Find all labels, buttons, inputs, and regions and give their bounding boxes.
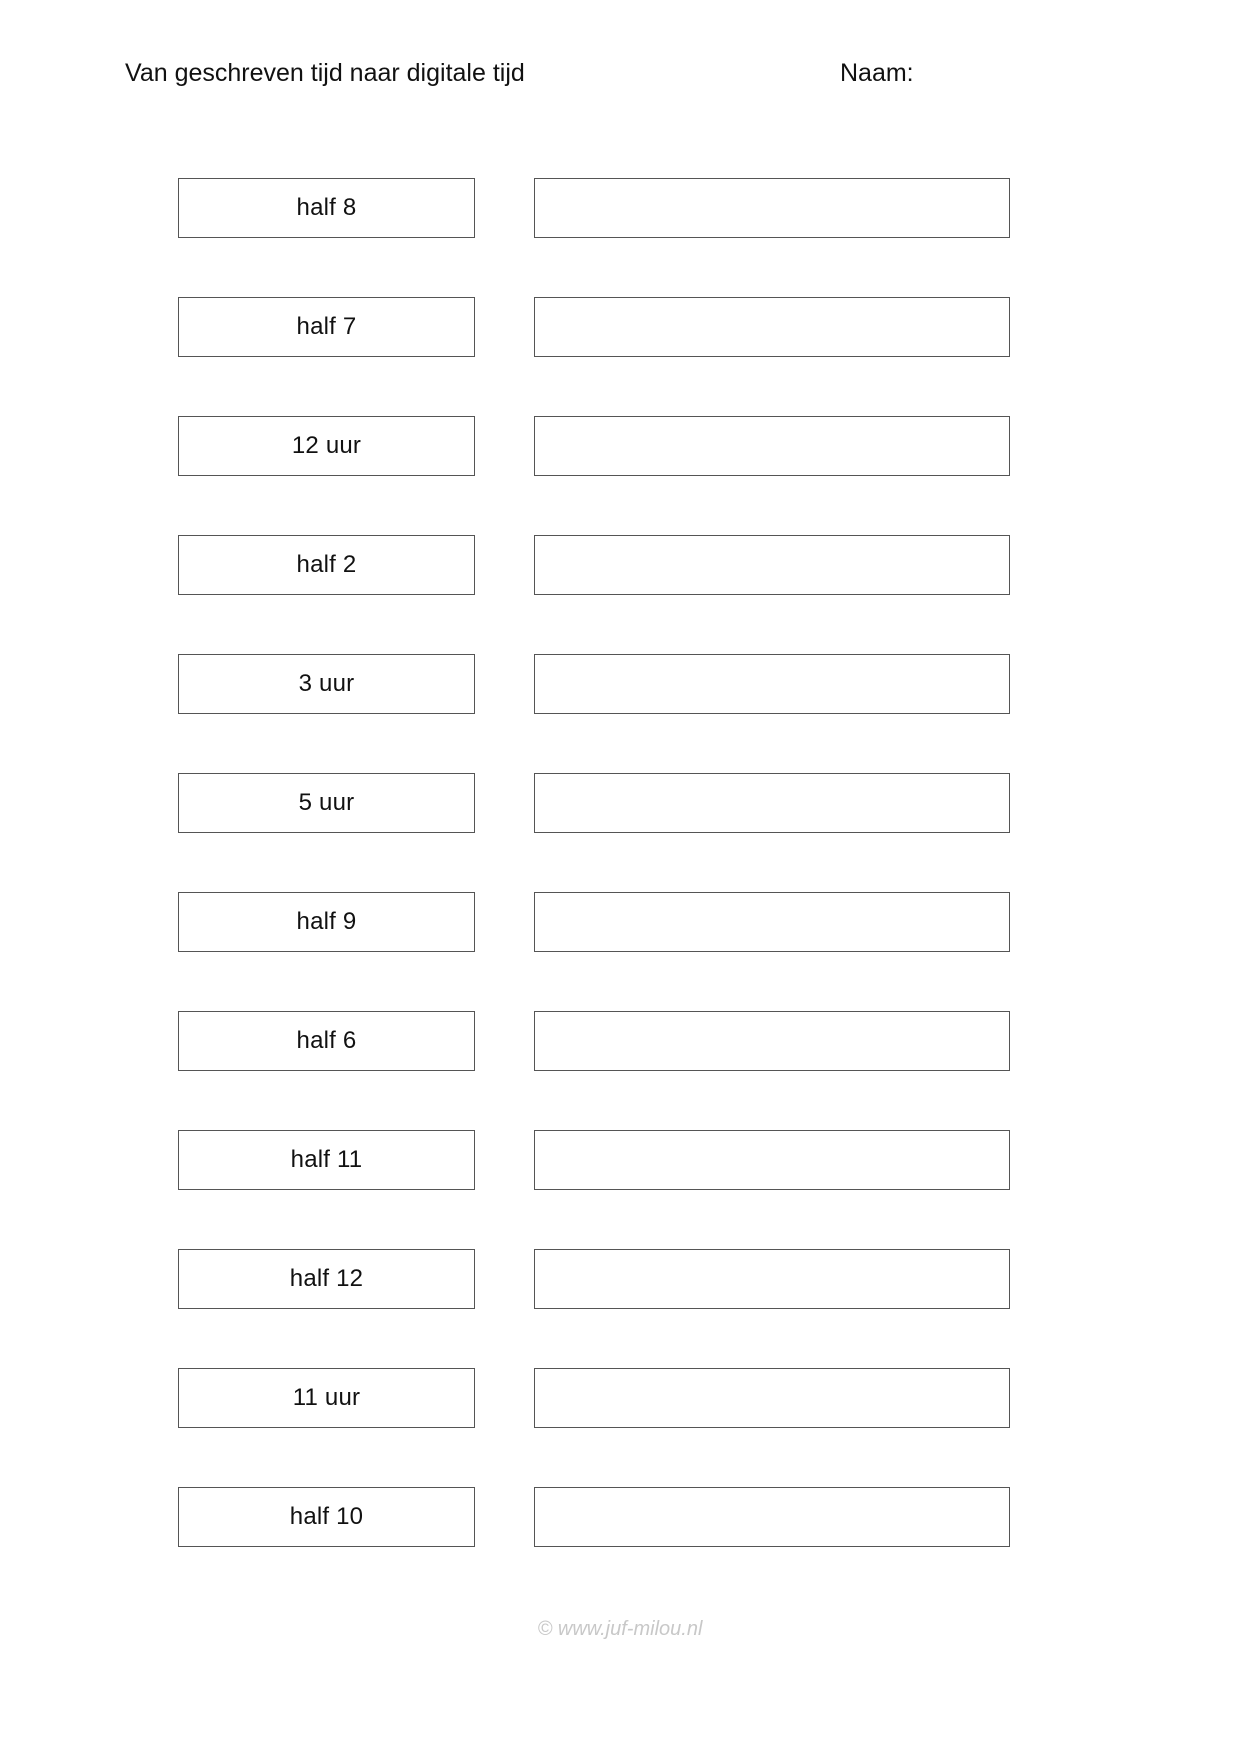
worksheet-title: Van geschreven tijd naar digitale tijd — [125, 59, 525, 87]
written-time-box: half 2 — [178, 535, 475, 595]
digital-time-input[interactable] — [534, 1249, 1010, 1309]
written-time-box: half 6 — [178, 1011, 475, 1071]
written-time-box: 11 uur — [178, 1368, 475, 1428]
written-time-box: 3 uur — [178, 654, 475, 714]
written-time-box: half 11 — [178, 1130, 475, 1190]
written-time-box: half 9 — [178, 892, 475, 952]
written-time-box: half 7 — [178, 297, 475, 357]
digital-time-input[interactable] — [534, 1130, 1010, 1190]
digital-time-input[interactable] — [534, 178, 1010, 238]
digital-time-input[interactable] — [534, 416, 1010, 476]
exercise-row — [0, 1368, 1240, 1430]
exercise-row — [0, 654, 1240, 716]
written-time-box: 12 uur — [178, 416, 475, 476]
exercise-row — [0, 297, 1240, 359]
exercise-row — [0, 416, 1240, 478]
digital-time-input[interactable] — [534, 297, 1010, 357]
written-time-box: 5 uur — [178, 773, 475, 833]
digital-time-input[interactable] — [534, 1487, 1010, 1547]
digital-time-input[interactable] — [534, 535, 1010, 595]
exercise-row — [0, 1487, 1240, 1549]
exercise-row — [0, 1130, 1240, 1192]
written-time-box: half 8 — [178, 178, 475, 238]
copyright-footer: © www.juf-milou.nl — [537, 1618, 703, 1640]
exercise-row — [0, 535, 1240, 597]
exercise-row — [0, 178, 1240, 240]
exercise-row — [0, 892, 1240, 954]
written-time-box: half 10 — [178, 1487, 475, 1547]
digital-time-input[interactable] — [534, 773, 1010, 833]
written-time-box: half 12 — [178, 1249, 475, 1309]
digital-time-input[interactable] — [534, 1011, 1010, 1071]
digital-time-input[interactable] — [534, 1368, 1010, 1428]
digital-time-input[interactable] — [534, 892, 1010, 952]
exercise-row — [0, 773, 1240, 835]
exercise-row — [0, 1249, 1240, 1311]
exercise-row — [0, 1011, 1240, 1073]
name-label: Naam: — [840, 59, 914, 87]
digital-time-input[interactable] — [534, 654, 1010, 714]
